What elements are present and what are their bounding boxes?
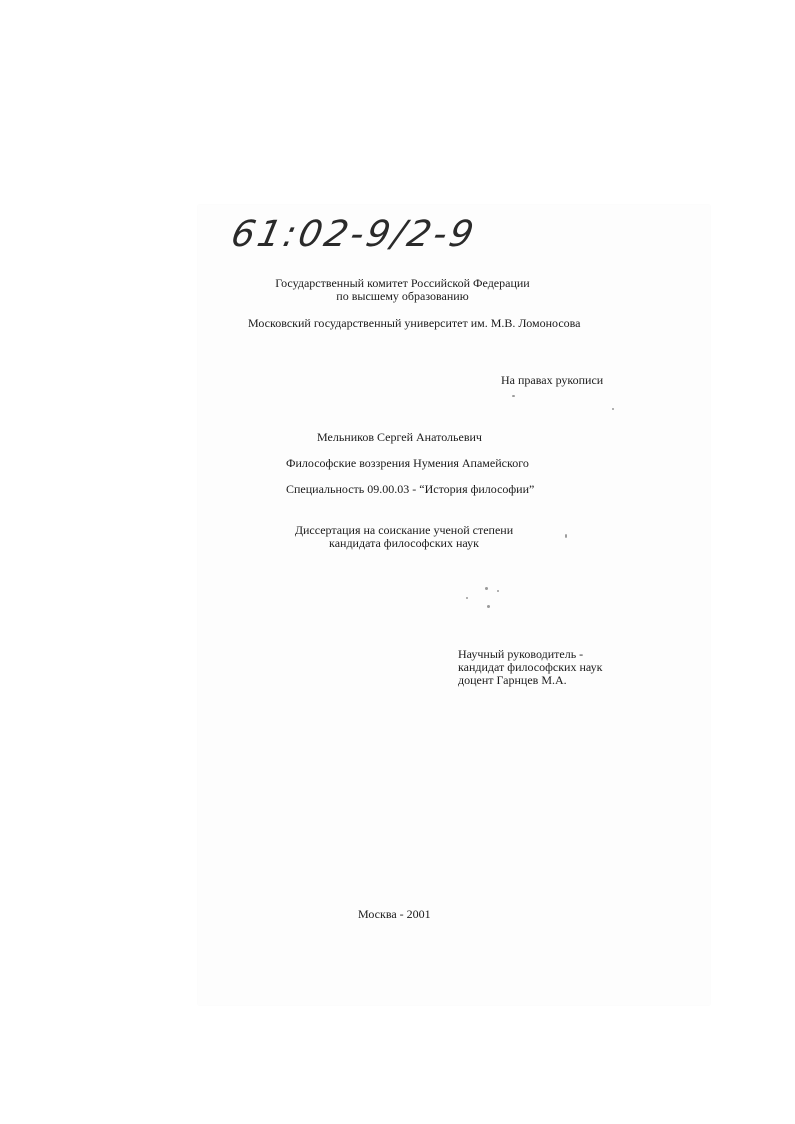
university-name: Московский государственный университет им. М.В. Ломоносова <box>248 316 581 330</box>
dissertation-title: Философские воззрения Нумения Апамейского <box>286 456 529 470</box>
degree-line-1: Диссертация на соискание ученой степени <box>294 523 514 537</box>
scan-speck <box>512 395 515 397</box>
committee-line-2: по высшему образованию <box>336 289 469 303</box>
committee-line-1: Государственный комитет Российской Федерации <box>275 276 530 290</box>
city-year: Москва - 2001 <box>358 907 431 921</box>
supervisor-line-3: доцент Гарнцев М.А. <box>458 673 567 687</box>
scan-speck <box>487 605 490 608</box>
scan-speck <box>612 408 614 410</box>
scan-speck <box>485 587 488 590</box>
scan-speck <box>497 590 499 592</box>
supervisor-line-2: кандидат философских наук <box>458 660 603 674</box>
scan-speck <box>466 597 468 599</box>
handwritten-archive-code: 61:02-9/2-9 <box>227 214 480 255</box>
rights-notice: На правах рукописи <box>501 373 604 387</box>
supervisor-line-1: Научный руководитель - <box>458 647 584 661</box>
degree-line-2: кандидата философских наук <box>329 536 479 550</box>
scan-speck <box>565 534 567 538</box>
specialty: Специальность 09.00.03 - “История философии” <box>286 482 535 496</box>
author-name: Мельников Сергей Анатольевич <box>317 430 482 444</box>
